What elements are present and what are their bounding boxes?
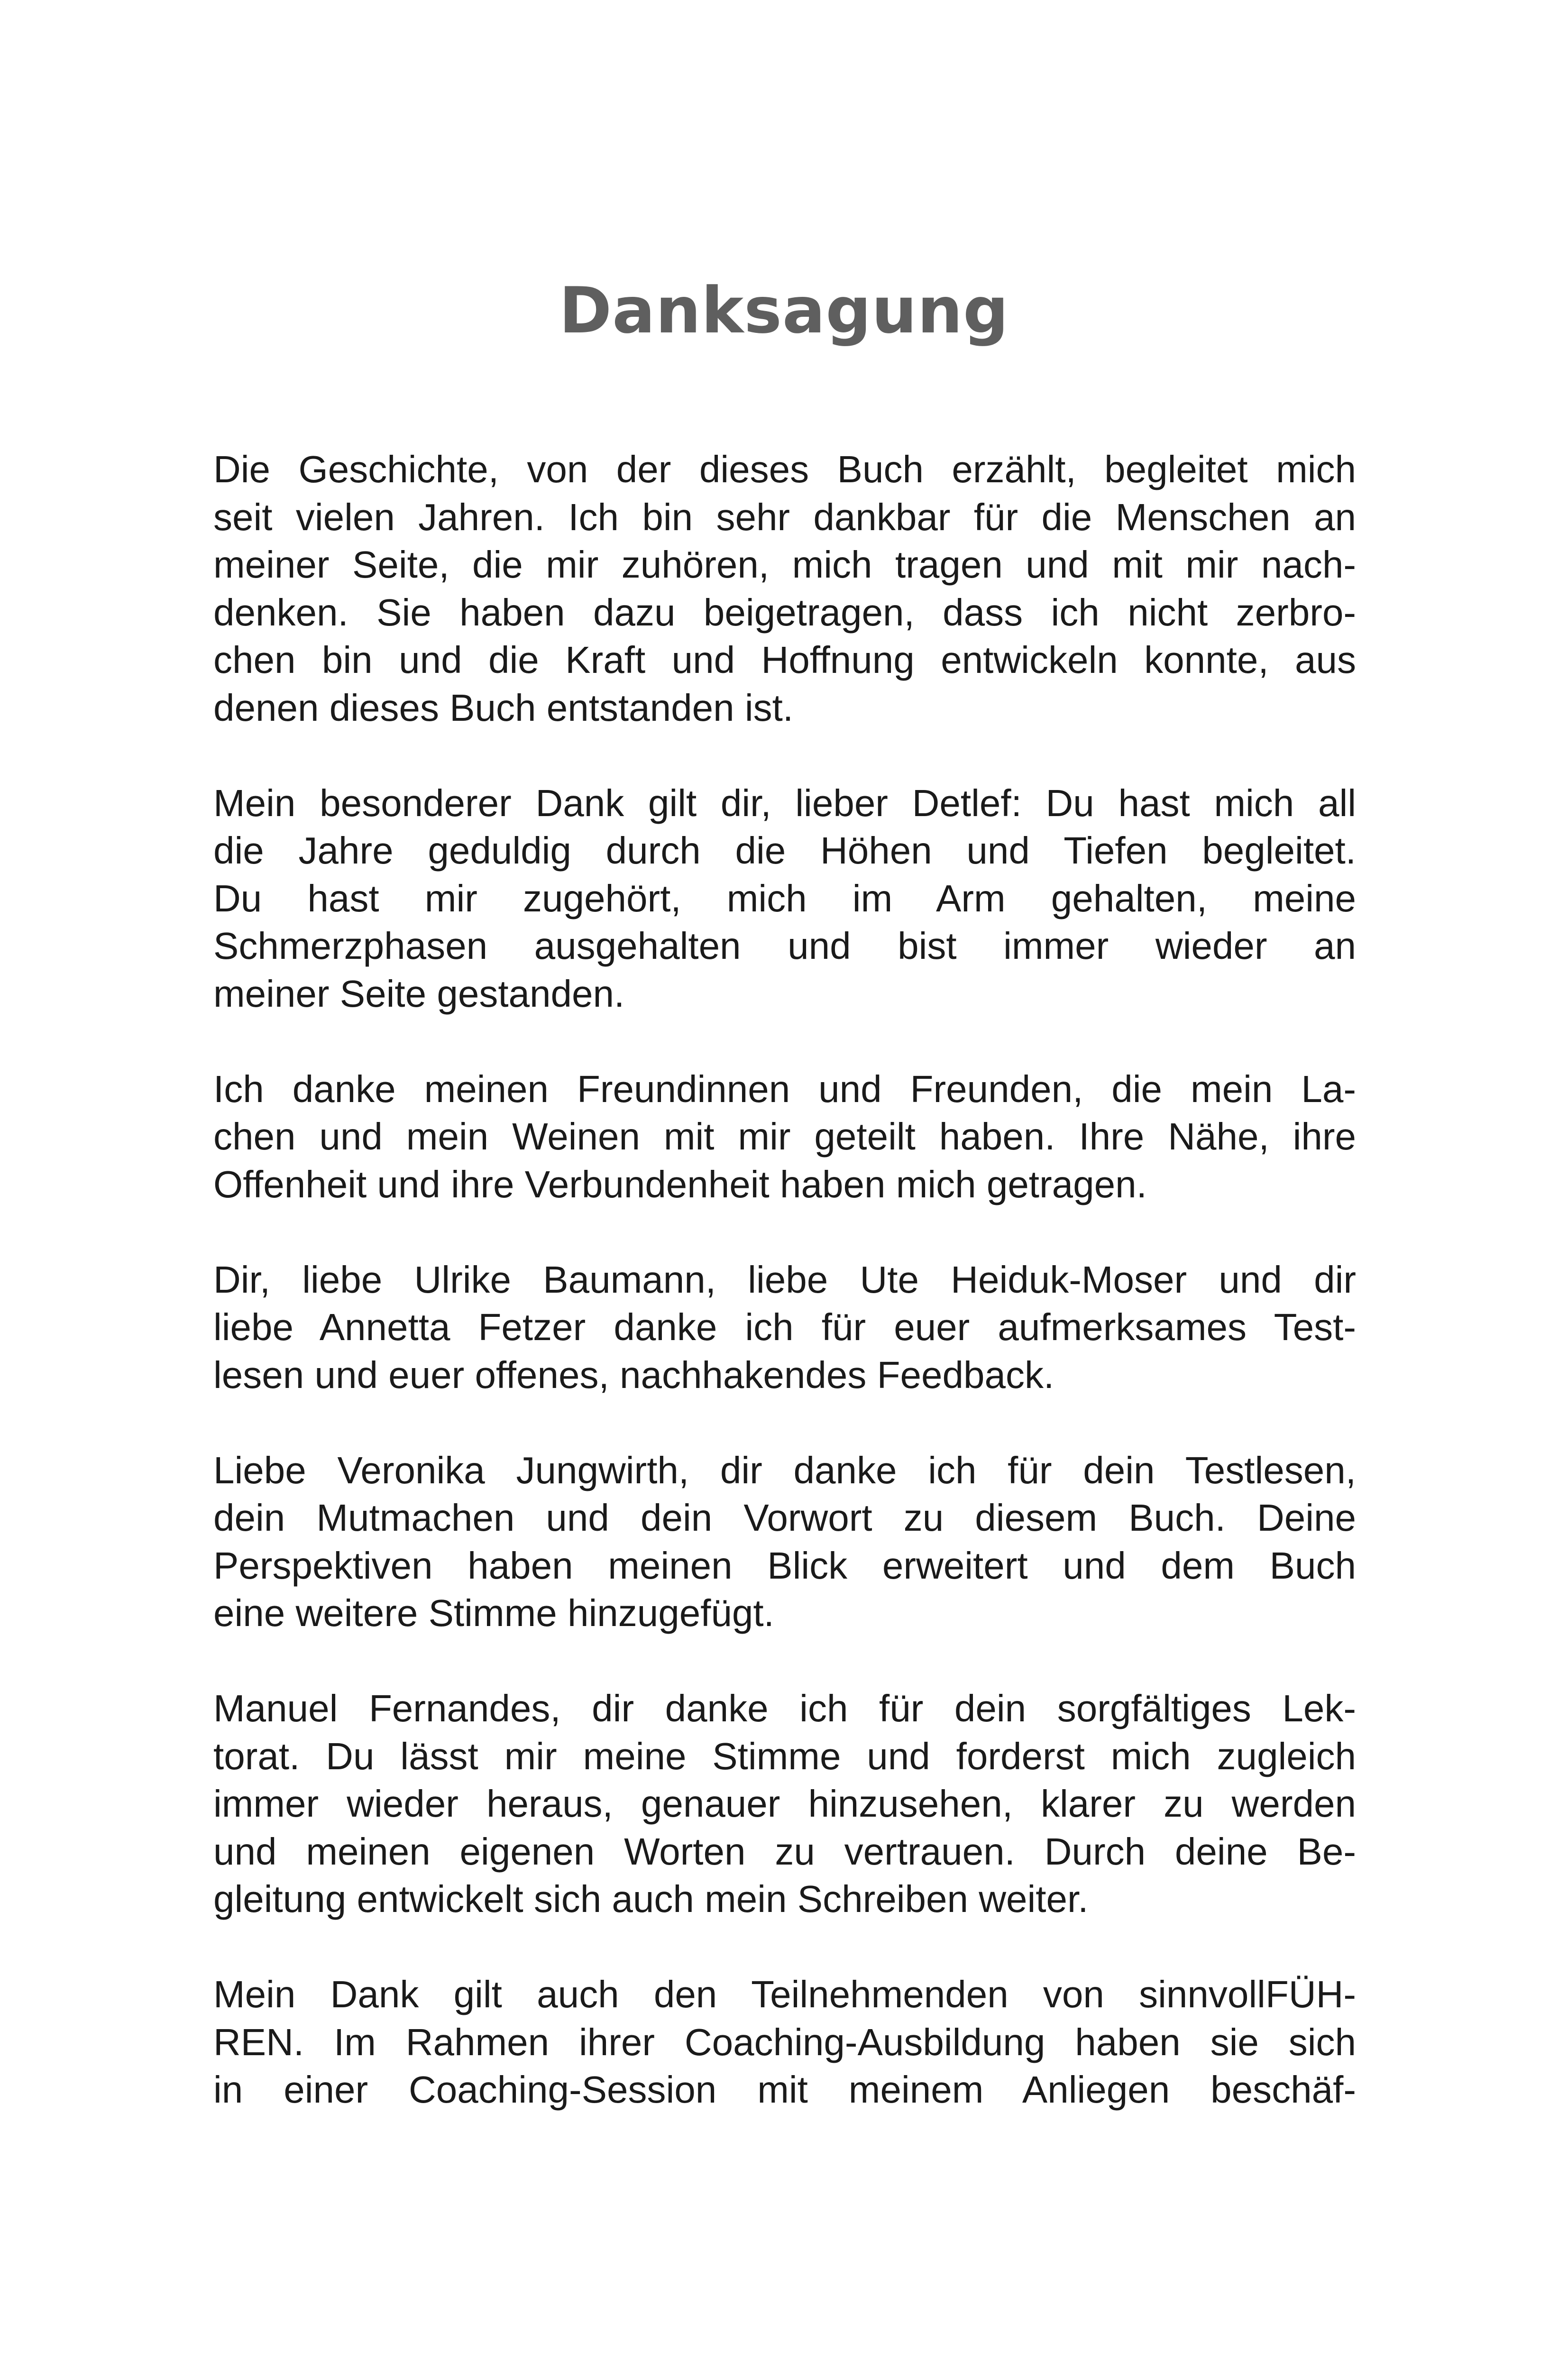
text-line: Dir, liebe Ulrike Baumann, liebe Ute Heiduk-Moser und dir bbox=[213, 1258, 1356, 1301]
text-line: Liebe Veronika Jungwirth, dir danke ich für dein Testlesen, bbox=[213, 1449, 1356, 1491]
body-text bbox=[213, 446, 1356, 2161]
paragraph bbox=[213, 1447, 1356, 1637]
text-line: REN. Im Rahmen ihrer Coaching-Ausbildung haben sie sich bbox=[213, 2021, 1356, 2063]
paragraph bbox=[213, 1971, 1356, 2114]
text-line: Mein besonderer Dank gilt dir, lieber Detlef: Du hast mich all bbox=[213, 781, 1356, 824]
text-line: Offenheit und ihre Verbundenheit haben mich getragen. bbox=[213, 1163, 1147, 1205]
paragraph bbox=[213, 1066, 1356, 1209]
text-line: gleitung entwickelt sich auch mein Schreiben weiter. bbox=[213, 1878, 1089, 1920]
paragraph bbox=[213, 1256, 1356, 1399]
text-line: Manuel Fernandes, dir danke ich für dein sorgfältiges Lek- bbox=[213, 1687, 1356, 1729]
text-line: denen dieses Buch entstanden ist. bbox=[213, 686, 794, 729]
text-line: eine weitere Stimme hinzugefügt. bbox=[213, 1592, 774, 1634]
paragraph bbox=[213, 780, 1356, 1018]
text-line: Mein Dank gilt auch den Teilnehmenden von sinnvollFÜH- bbox=[213, 1973, 1356, 2015]
page-title: Danksagung bbox=[559, 274, 1009, 348]
text-line: torat. Du lässt mir meine Stimme und forderst mich zugleich bbox=[213, 1735, 1356, 1777]
text-line: seit vielen Jahren. Ich bin sehr dankbar für die Menschen an bbox=[213, 496, 1356, 538]
paragraph bbox=[213, 446, 1356, 732]
text-line: denken. Sie haben dazu beigetragen, dass ich nicht zerbro- bbox=[213, 591, 1356, 634]
text-line: dein Mutmachen und dein Vorwort zu diesem Buch. Deine bbox=[213, 1497, 1356, 1539]
text-line: lesen und euer offenes, nachhakendes Feedback. bbox=[213, 1353, 1055, 1396]
text-line: meiner Seite gestanden. bbox=[213, 972, 625, 1015]
paragraph bbox=[213, 1685, 1356, 1923]
text-line: liebe Annetta Fetzer danke ich für euer aufmerksames Test- bbox=[213, 1306, 1356, 1348]
text-line: Perspektiven haben meinen Blick erweitert und dem Buch bbox=[213, 1544, 1356, 1587]
text-line: Die Geschichte, von der dieses Buch erzählt, begleitet mich bbox=[213, 448, 1356, 490]
text-line: die Jahre geduldig durch die Höhen und Tiefen begleitet. bbox=[213, 829, 1356, 872]
text-line: meiner Seite, die mir zuhören, mich tragen und mit mir nach- bbox=[213, 543, 1356, 586]
text-line: immer wieder heraus, genauer hinzusehen, klarer zu werden bbox=[213, 1783, 1356, 1825]
text-line: chen bin und die Kraft und Hoffnung entwickeln konnte, aus bbox=[213, 639, 1356, 681]
text-line: in einer Coaching-Session mit meinem Anliegen beschäf- bbox=[213, 2068, 1356, 2111]
text-line: und meinen eigenen Worten zu vertrauen. Durch deine Be- bbox=[213, 1830, 1356, 1873]
text-line: chen und mein Weinen mit mir geteilt haben. Ihre Nähe, ihre bbox=[213, 1115, 1356, 1158]
text-line: Schmerzphasen ausgehalten und bist immer wieder an bbox=[213, 925, 1356, 967]
text-line: Ich danke meinen Freundinnen und Freunden, die mein La- bbox=[213, 1067, 1356, 1110]
text-line: Du hast mir zugehört, mich im Arm gehalten, meine bbox=[213, 877, 1356, 919]
